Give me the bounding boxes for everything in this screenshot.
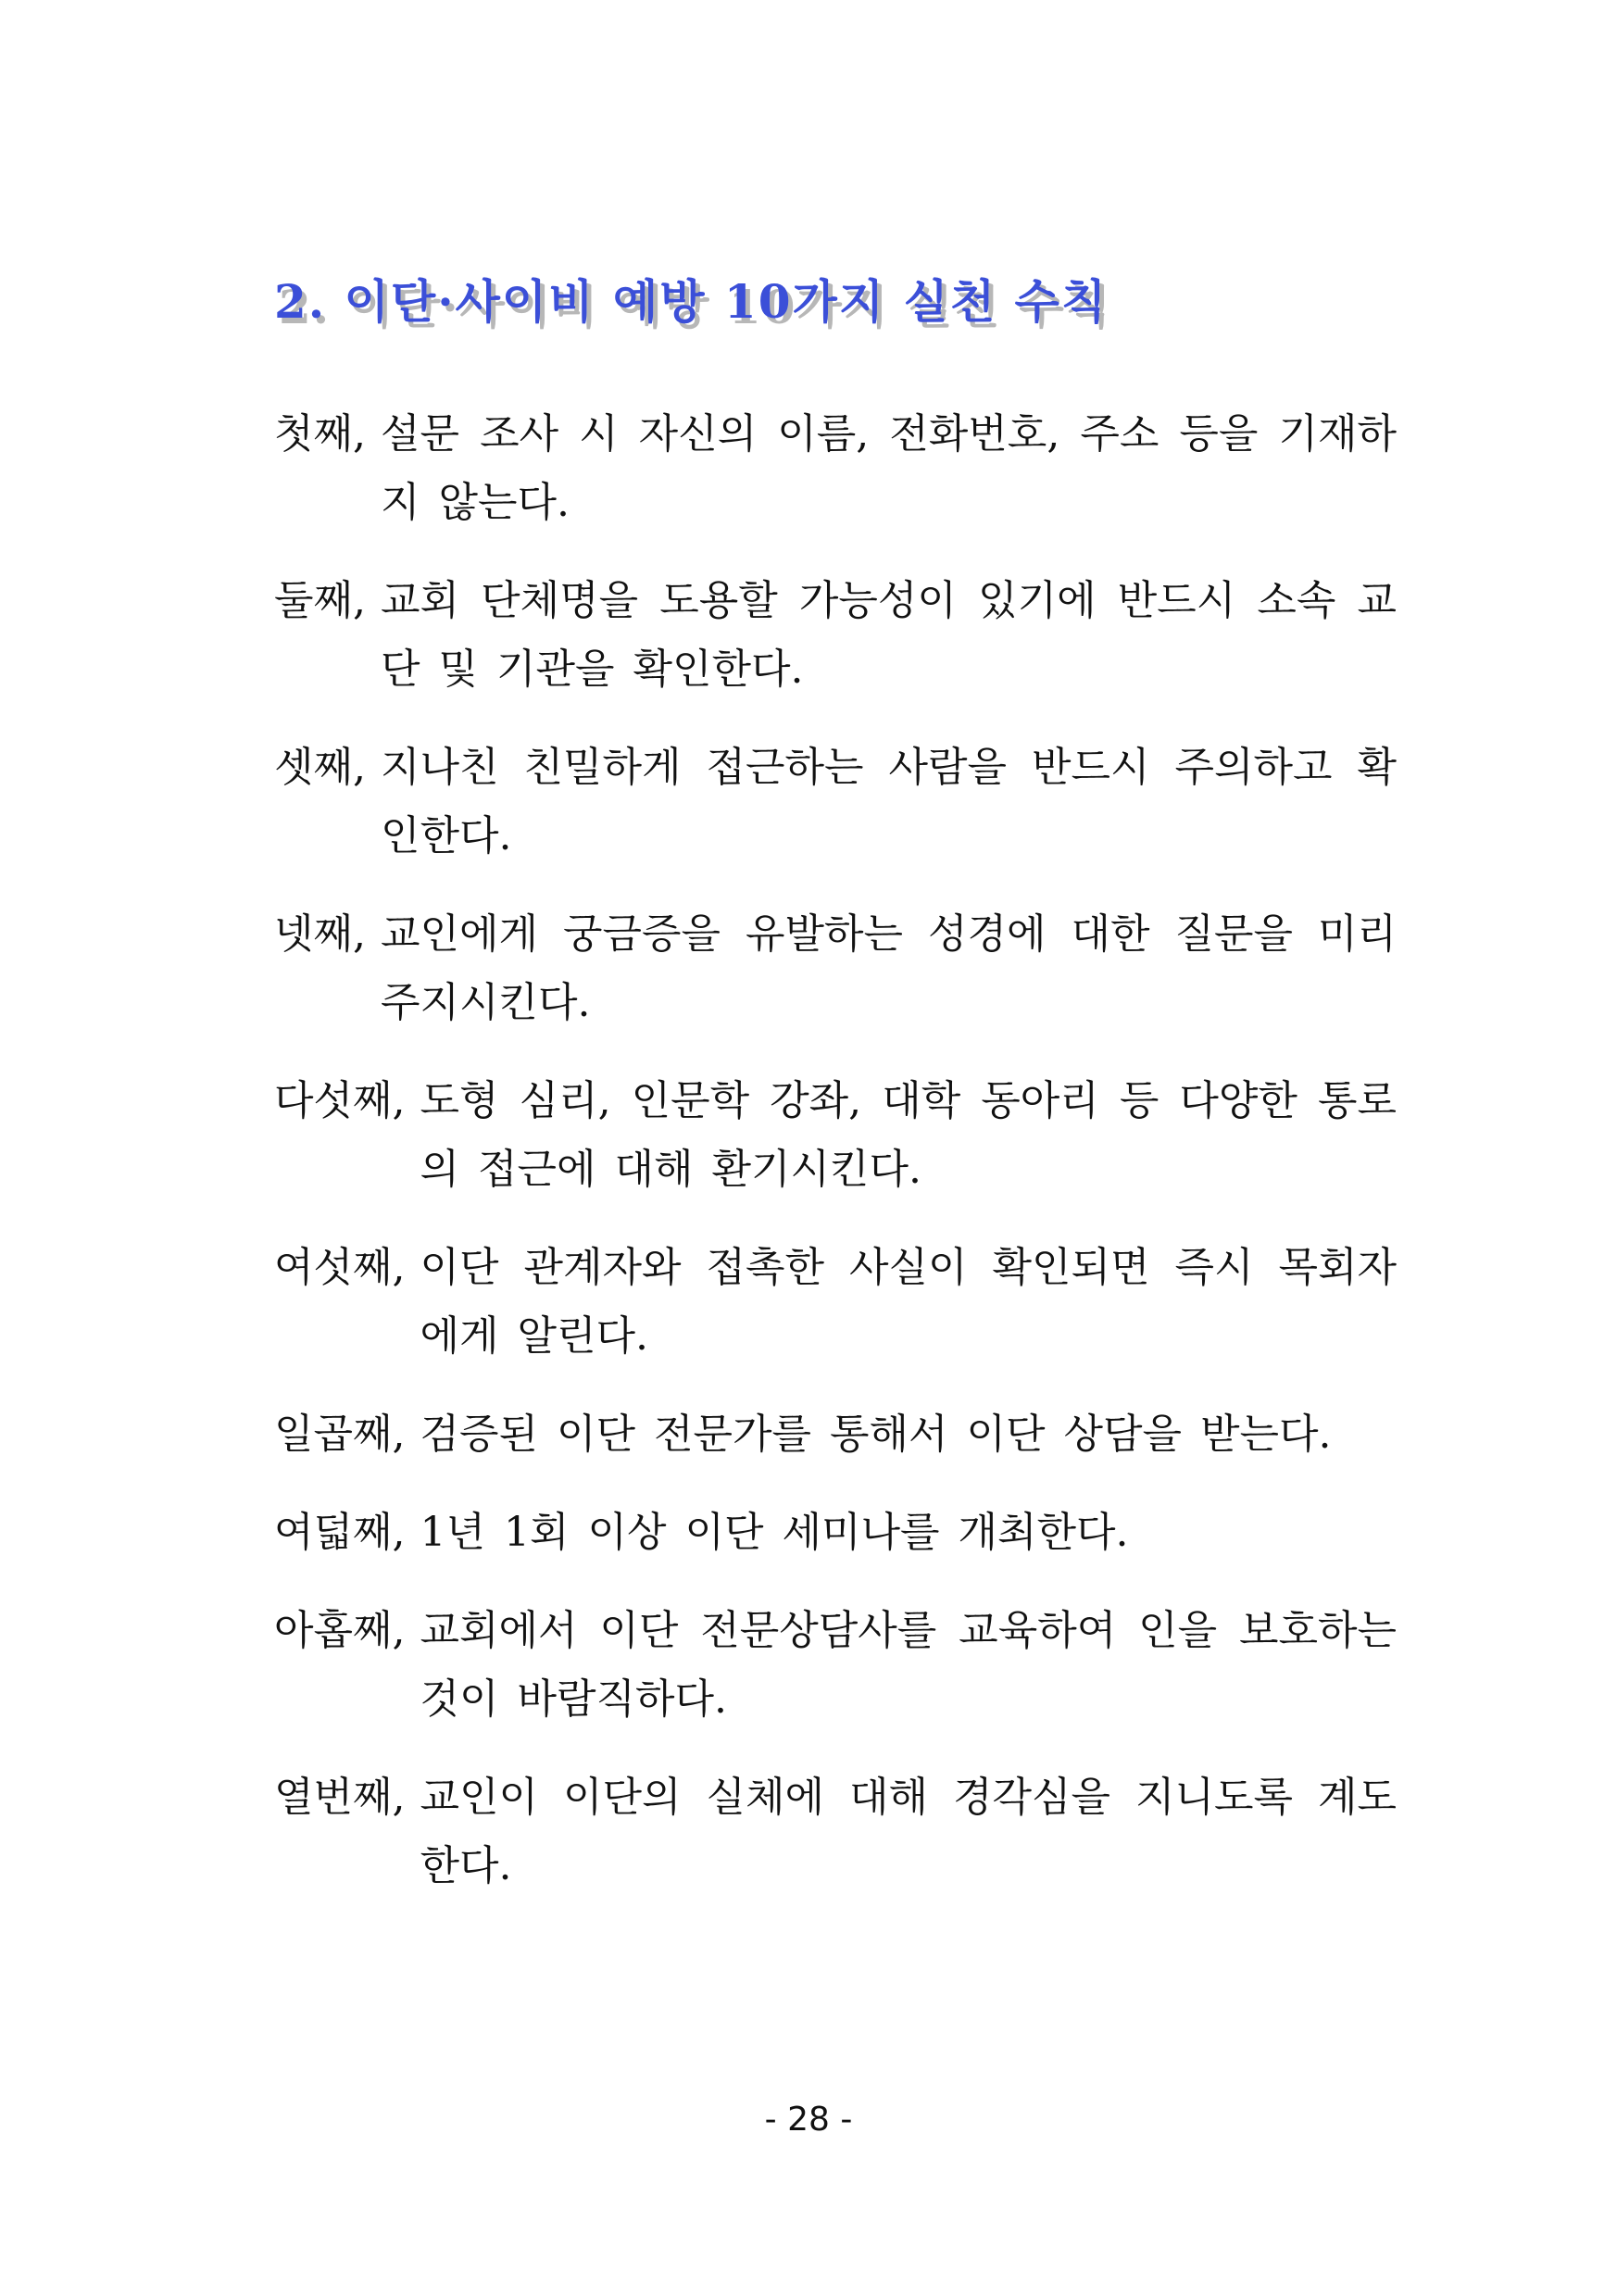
rule-ordinal: 셋째, — [274, 744, 366, 791]
rule-ordinal: 첫째, — [274, 410, 366, 458]
rule-ordinal: 여섯째, — [274, 1244, 406, 1291]
rule-ordinal: 둘째, — [274, 577, 366, 624]
rule-text: 교회 단체명을 도용할 가능성이 있기에 반드시 소속 교단 및 기관을 확인한다. — [381, 577, 1397, 693]
rule-ordinal: 일곱째, — [274, 1411, 406, 1458]
rule-text: 설문 조사 시 자신의 이름, 전화번호, 주소 등을 기재하지 않는다. — [381, 410, 1397, 526]
rule-item-2 — [274, 567, 1397, 704]
rules-list — [274, 400, 1397, 1930]
rule-item-1 — [274, 400, 1397, 537]
rule-ordinal: 넷째, — [274, 910, 366, 958]
rule-text: 1년 1회 이상 이단 세미나를 개최한다. — [420, 1509, 1129, 1556]
rule-ordinal: 아홉째, — [274, 1607, 406, 1654]
section-title: 2. 이단·사이비 예방 10가지 실천 수칙 — [274, 274, 1109, 329]
rule-item-7 — [274, 1400, 1397, 1469]
rule-text: 교인에게 궁금증을 유발하는 성경에 대한 질문을 미리 주지시킨다. — [381, 910, 1397, 1026]
rule-item-10 — [274, 1763, 1397, 1901]
rule-text: 지나친 친밀하게 접근하는 사람을 반드시 주의하고 확인한다. — [381, 744, 1397, 859]
rule-text: 이단 관계자와 접촉한 사실이 확인되면 즉시 목회자에게 알린다. — [420, 1244, 1397, 1360]
rule-ordinal: 여덟째, — [274, 1509, 406, 1556]
rule-text: 교인이 이단의 실체에 대해 경각심을 지니도록 계도한다. — [420, 1774, 1397, 1889]
rule-text: 도형 심리, 인문학 강좌, 대학 동아리 등 다양한 통로의 접근에 대해 환기시킨다. — [420, 1077, 1397, 1193]
rule-item-9 — [274, 1597, 1397, 1734]
rule-item-4 — [274, 900, 1397, 1037]
rule-item-5 — [274, 1067, 1397, 1204]
rule-text: 검증된 이단 전문가를 통해서 이단 상담을 받는다. — [420, 1411, 1332, 1458]
rule-item-3 — [274, 734, 1397, 871]
rule-item-6 — [274, 1234, 1397, 1371]
page-number: - 28 - — [764, 2101, 853, 2139]
rule-text: 교회에서 이단 전문상담사를 교육하여 인을 보호하는 것이 바람직하다. — [420, 1607, 1397, 1723]
rule-ordinal: 다섯째, — [274, 1077, 406, 1124]
rule-ordinal: 열번째, — [274, 1774, 406, 1821]
rule-item-8 — [274, 1499, 1397, 1567]
